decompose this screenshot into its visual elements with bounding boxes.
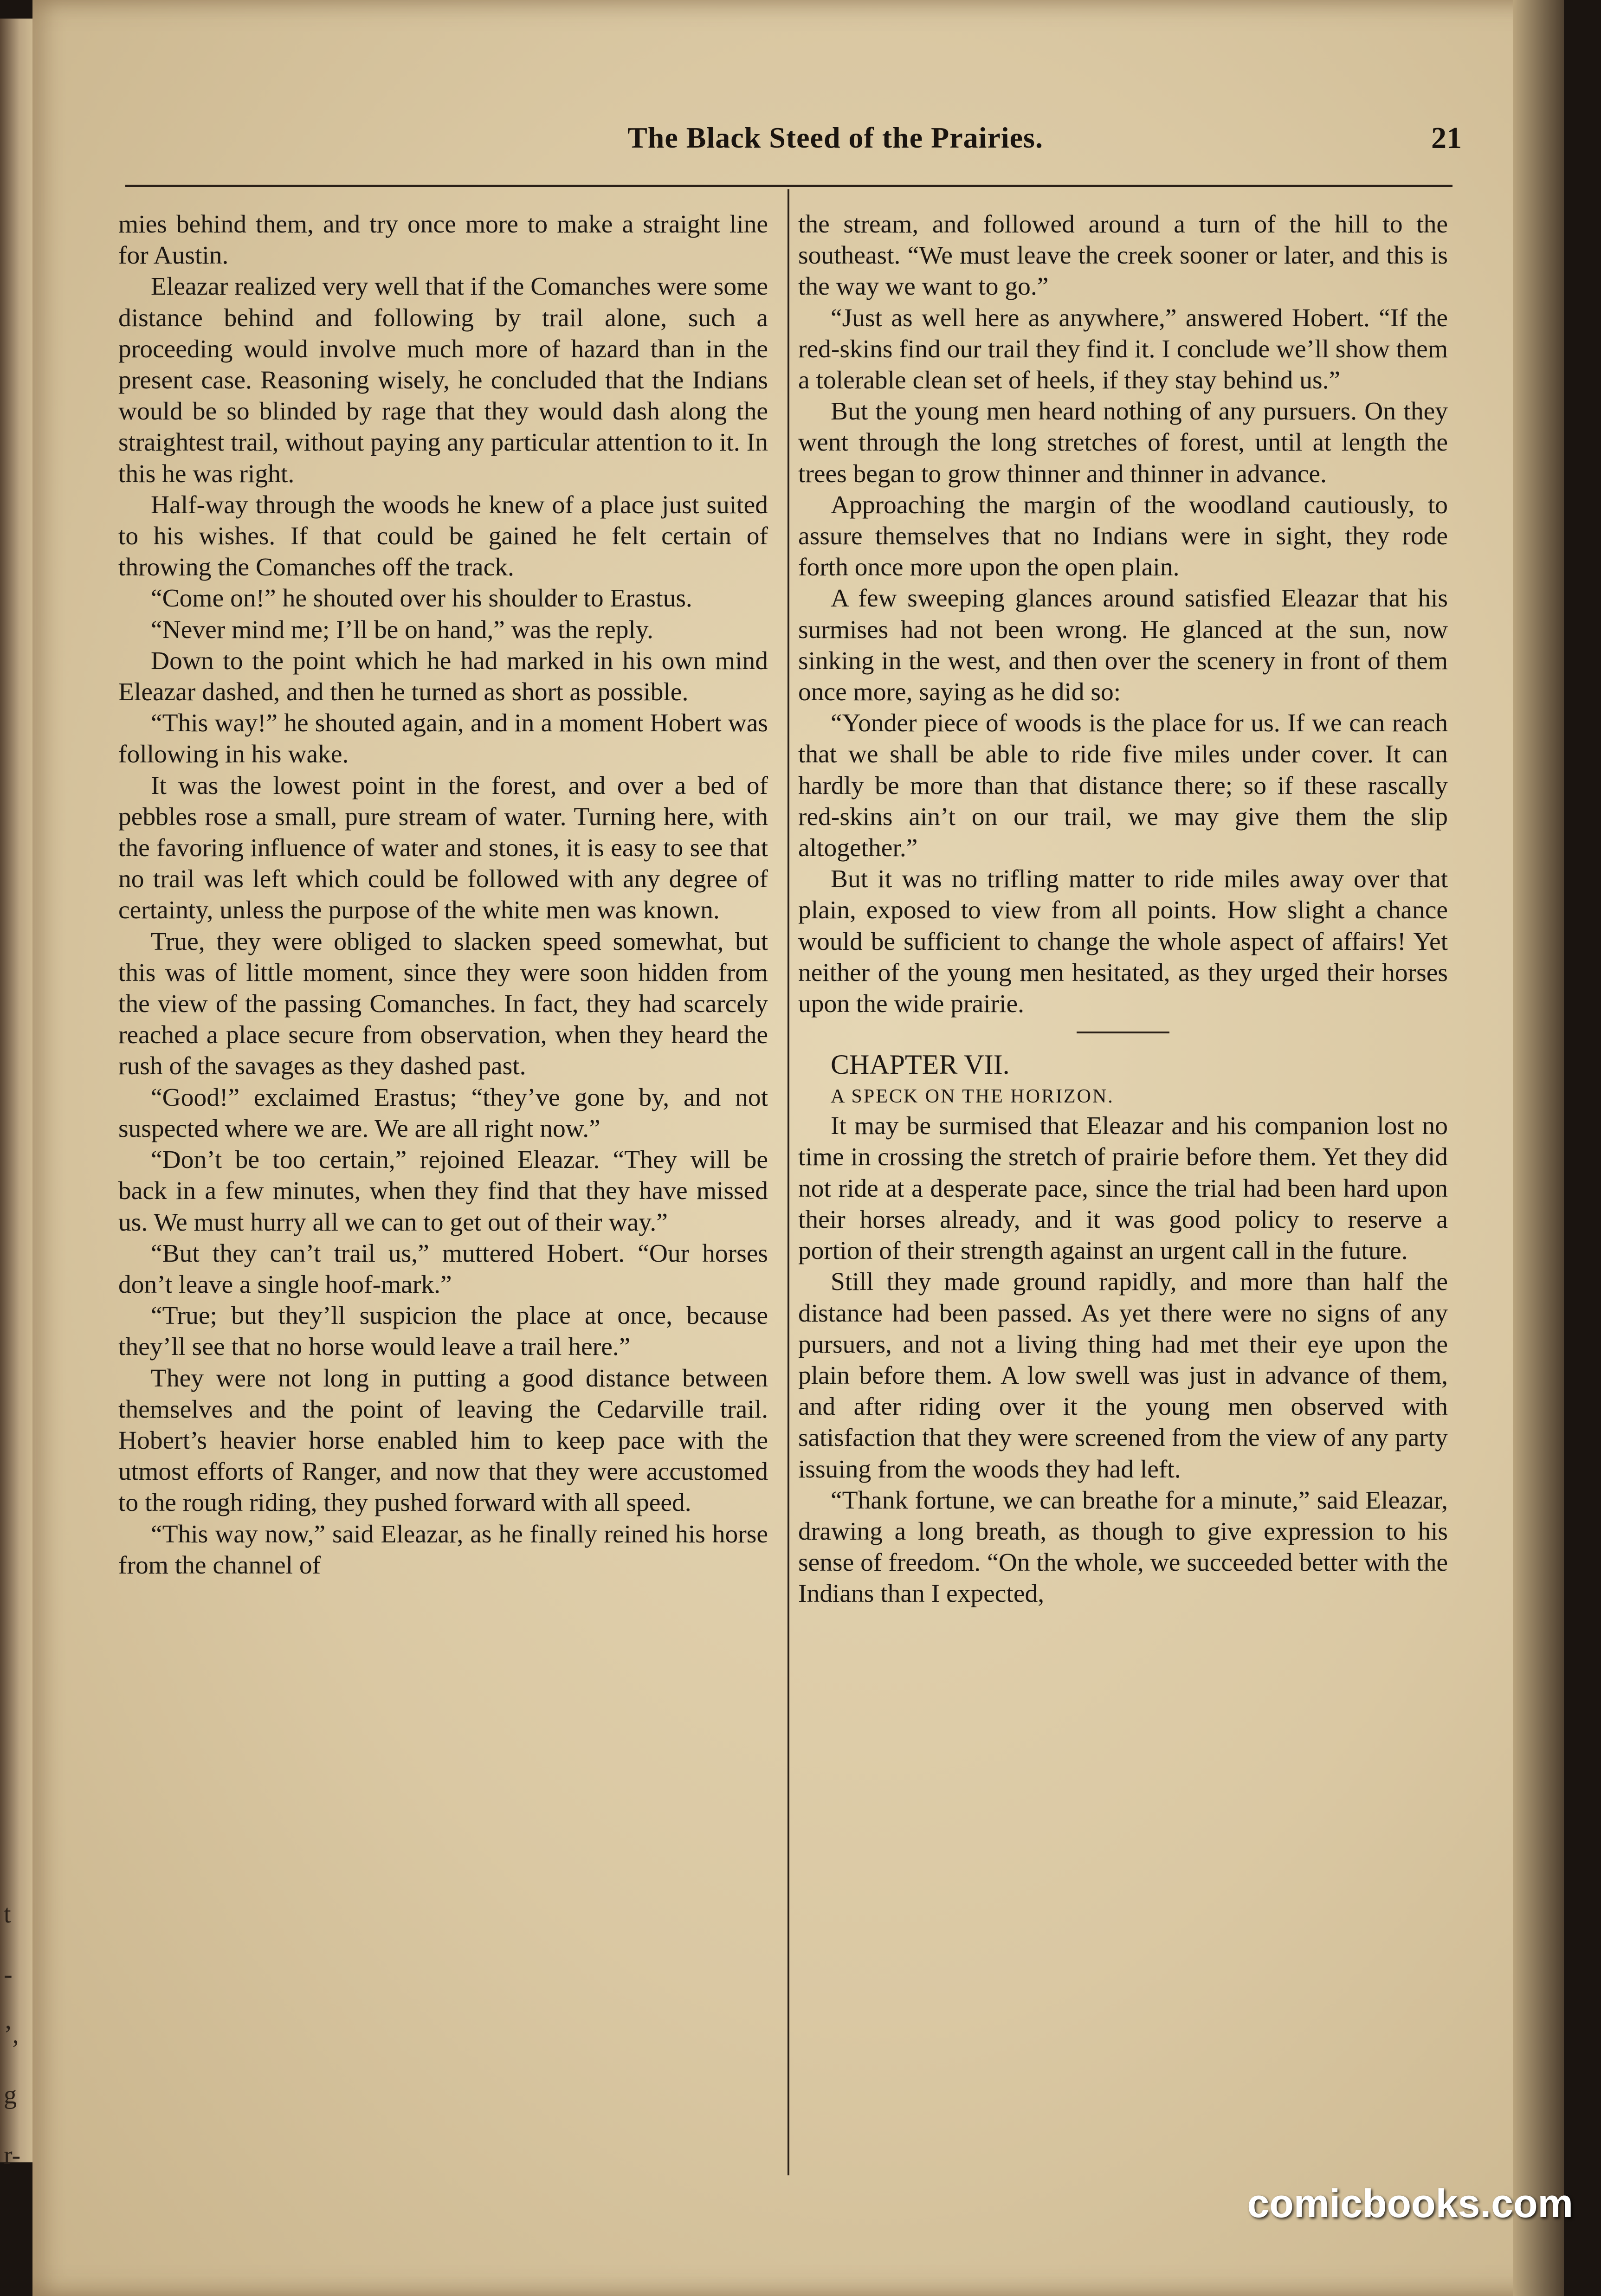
paragraph: “Never mind me; I’ll be on hand,” was the reply. — [151, 615, 653, 644]
watermark-logo: comicbooks.com — [1247, 2181, 1573, 2226]
column-divider — [788, 189, 789, 2175]
header-rule — [125, 185, 1453, 187]
paragraph: Down to the point which he had marked in his own mind Eleazar dashed, and then he turned as short as possible. — [118, 646, 768, 707]
paragraph: True, they were obliged to slacken speed somewhat, but this was of little moment, since they were soon hidden from the view of the passing Comanches. In fact, they had scarcely reached a place secure from observation, when they heard the rush of the savages as they dashed past. — [118, 927, 768, 1081]
paragraph: They were not long in putting a good distance between themselves and the point of leaving the Cedarville trail. Hobert’s heavier horse enabled him to keep pace with the utmost efforts of Ranger, and now that they were accustomed to the rough riding, they pushed forward with all speed. — [118, 1364, 768, 1517]
paragraph: “Thank fortune, we can breathe for a minute,” said Eleazar, drawing a long breath, as though to give expression to his sense of freedom. “On the whole, we succeeded better with the Indians than I expected, — [798, 1486, 1448, 1608]
previous-page-fragment: - — [4, 1960, 13, 1989]
right-column — [798, 209, 1448, 1610]
paragraph: A few sweeping glances around satisfied Eleazar that his surmises had not been wrong. He glanced at the sun, now sinking in the west, and then over the scenery in front of them once more, saying as he did so: — [798, 584, 1448, 707]
paragraph: “But they can’t trail us,” muttered Hobert. “Our horses don’t leave a single hoof-mark.” — [118, 1239, 768, 1299]
paragraph: But it was no trifling matter to ride miles away over that plain, exposed to view from all points. How slight a chance would be sufficient to change the whole aspect of affairs! Yet neither of the young men hesitated, as they urged their horses upon the wide prairie. — [798, 865, 1448, 1019]
previous-page-fragments — [4, 1884, 27, 2186]
previous-page-fragment: g — [4, 2081, 17, 2109]
paragraph: It was the lowest point in the forest, and over a bed of pebbles rose a small, pure stream of water. Turning here, with the favoring influence of water and stones, it is easy to see that no trail was left which could be followed with any degree of certainty, unless the purpose of the white men was known. — [118, 771, 768, 925]
section-divider-rule — [1077, 1032, 1169, 1033]
page-edge-shadow — [1513, 0, 1564, 2296]
chapter-title: CHAPTER VII. — [831, 1049, 1010, 1080]
paragraph: “Don’t be too certain,” rejoined Eleazar. “They will be back in a few minutes, when they find that they have missed us. We must hurry all we can to get out of their way.” — [118, 1146, 768, 1237]
paragraph: “This way!” he shouted again, and in a moment Hobert was following in his wake. — [118, 709, 768, 769]
paragraph: “Good!” exclaimed Erastus; “they’ve gone by, and not suspected where we are. We are all right now.” — [118, 1083, 768, 1143]
paragraph: It may be surmised that Eleazar and his companion lost no time in crossing the stretch of prairie before them. Yet they did not ride at a desperate pace, since the trial had been hard upon their horses already, and it was good policy to reserve a portion of their strength against an urgent call in the future. — [798, 1112, 1448, 1265]
paragraph: “Come on!” he shouted over his shoulder to Erastus. — [151, 584, 692, 613]
right-column-text-after-chapter — [798, 1110, 1448, 1609]
paragraph: Still they made ground rapidly, and more than half the distance had been passed. As yet there were no signs of any pursuers, and not a living thing had met their eye upon the plain before them. A low swell was just in advance of them, and after riding over it the young men observed with satisfaction that they were screened from the view of any party issuing from the woods they had left. — [798, 1268, 1448, 1483]
previous-page-fragment: ’, — [4, 2020, 19, 2049]
paragraph: Approaching the margin of the woodland cautiously, to assure themselves that no Indians were in sight, they rode forth once more upon the open plain. — [798, 490, 1448, 582]
paragraph: Half-way through the woods he knew of a place just suited to his wishes. If that could be gained he felt certain of throwing the Comanches off the track. — [118, 490, 768, 582]
right-column-text-before-chapter — [798, 209, 1448, 1019]
paragraph: “Just as well here as anywhere,” answered Hobert. “If the red-skins find our trail they find it. I conclude we’ll show them a tolerable clean set of heels, if they stay behind us.” — [798, 303, 1448, 395]
left-column — [118, 209, 768, 1581]
previous-page-edge — [0, 19, 32, 2170]
running-header-title: The Black Steed of the Prairies. — [627, 121, 1043, 154]
paragraph: “Yonder piece of woods is the place for us. If we can reach that we shall be able to ride five miles under cover. It can hardly be more than that distance there; so if these rascally red-skins ain’t on our trail, we may give them the slip altogether.” — [798, 709, 1448, 863]
previous-page-fragment: t — [4, 1900, 11, 1928]
paragraph: mies behind them, and try once more to make a straight line for Austin. — [118, 210, 768, 270]
paragraph: the stream, and followed around a turn of the hill to the southeast. “We must leave the creek sooner or later, and this is the way we want to go.” — [798, 210, 1448, 301]
paragraph: But the young men heard nothing of any pursuers. On they went through the long stretches of forest, until at length the trees began to grow thinner and thinner in advance. — [798, 397, 1448, 488]
paragraph: “This way now,” said Eleazar, as he finally reined his horse from the channel of — [118, 1520, 768, 1580]
previous-page-fragment: r- — [4, 2141, 21, 2170]
page-number: 21 — [1431, 121, 1462, 155]
paragraph: Eleazar realized very well that if the Comanches were some distance behind and following by trail alone, such a proceeding would involve much more of hazard than in the present case. Reasoning wisely, he concluded that the Indians would be so blinded by rage that they would dash along the straightest trail, without paying any particular attention to it. In this he was right. — [118, 272, 768, 488]
chapter-subtitle: A SPECK ON THE HORIZON. — [831, 1086, 1114, 1108]
paragraph: “True; but they’ll suspicion the place at once, because they’ll see that no horse would leave a trail here.” — [118, 1302, 768, 1361]
